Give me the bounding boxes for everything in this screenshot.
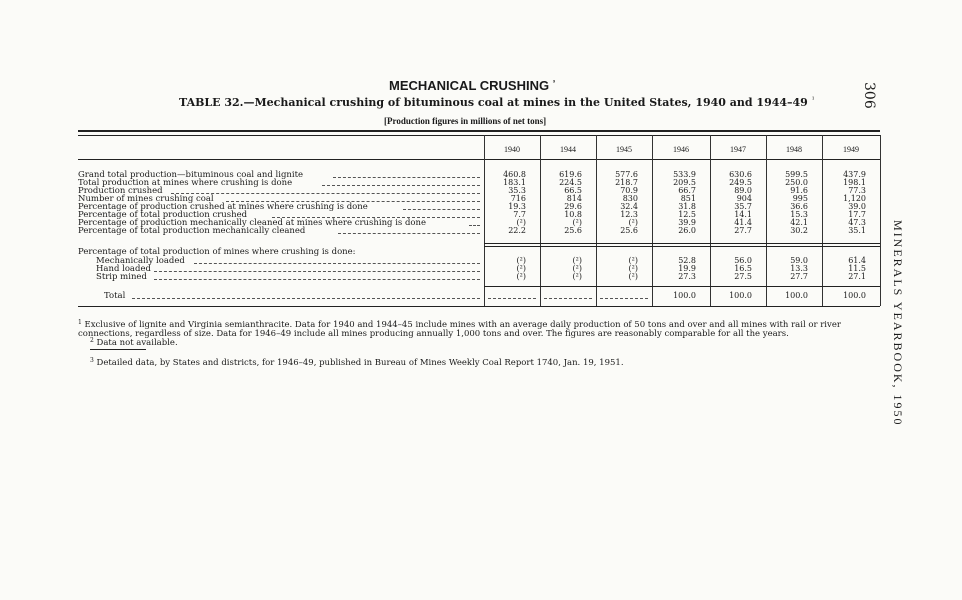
- table-cell: 89.0: [734, 186, 752, 195]
- table-cell: 56.0: [734, 256, 752, 265]
- column-header-1947: 1947: [730, 145, 746, 154]
- section-title: [389, 78, 555, 93]
- table-cell: 1,120: [843, 194, 866, 203]
- table-cell: 851: [680, 194, 696, 203]
- column-header-1949: 1949: [843, 145, 859, 154]
- table-cell: 599.5: [785, 170, 808, 179]
- table-cell: 7.7: [513, 210, 526, 219]
- table-cell: (²): [572, 264, 582, 273]
- table-cell: 29.6: [564, 202, 582, 211]
- table-cell: (²): [628, 272, 638, 281]
- footnote-3-text: Detailed data, by States and districts, for 1946–49, published in Bureau of Mines Weekly Coal Report 1740, Jan. 19, 1951.: [96, 358, 624, 368]
- column-header-1948: 1948: [786, 145, 802, 154]
- table-cell: 27.1: [848, 272, 866, 281]
- row-label: Number of mines crushing coal: [78, 194, 214, 204]
- table-cell: 19.3: [508, 202, 526, 211]
- table-cell: 27.7: [790, 272, 808, 281]
- leader-dots: [194, 263, 480, 264]
- table-cell: 35.1: [848, 226, 866, 235]
- footnote-3-mark: 3: [90, 357, 94, 364]
- table-cell: 77.3: [848, 186, 866, 195]
- table-cell: 70.9: [620, 186, 638, 195]
- empty-cell-dashes: [488, 298, 536, 299]
- footnote-1-mark: 1: [78, 319, 82, 326]
- column-header-1945: 1945: [616, 145, 632, 154]
- group-separator-rule: [484, 243, 880, 244]
- table-cell: 27.3: [678, 272, 696, 281]
- table-cell: 59.0: [790, 256, 808, 265]
- row-label: Grand total production—bituminous coal and lignite: [78, 170, 304, 180]
- table-cell: 209.5: [673, 178, 696, 187]
- table-cell: 904: [736, 194, 752, 203]
- table-cell: 13.3: [790, 264, 808, 273]
- row-label: Percentage of production crushed at mines where crushing is done: [78, 202, 368, 212]
- total-label: Total: [104, 291, 126, 301]
- table-cell: 100.0: [729, 291, 752, 300]
- table-cell: (²): [572, 272, 582, 281]
- table-cell: (²): [516, 264, 526, 273]
- table-title-text: TABLE 32.—Mechanical crushing of bituminous coal at mines in the United States, 1940 and 1944–49: [179, 96, 808, 109]
- leader-dots: [333, 177, 481, 178]
- table-cell: 25.6: [564, 226, 582, 235]
- table-cell: 250.0: [785, 178, 808, 187]
- leader-dots: [338, 233, 480, 234]
- table-cell: (²): [516, 218, 526, 227]
- table-cell: (²): [516, 256, 526, 265]
- table-cell: (²): [516, 272, 526, 281]
- table-cell: 30.2: [790, 226, 808, 235]
- page-number: 306: [861, 82, 877, 109]
- table-cell: 716: [510, 194, 526, 203]
- table-title: [179, 96, 815, 109]
- empty-cell-dashes: [544, 298, 592, 299]
- group-separator-rule-2: [484, 246, 880, 247]
- group-row-label: Mechanically loaded: [96, 256, 185, 266]
- table-cell: 47.3: [848, 218, 866, 227]
- footnote-3: [90, 356, 624, 368]
- table-cell: 27.5: [734, 272, 752, 281]
- row-label: Percentage of total production mechanically cleaned: [78, 226, 306, 236]
- table-cell: 66.5: [564, 186, 582, 195]
- footnote-2-text: Data not available.: [96, 338, 178, 348]
- table-cell: 437.9: [843, 170, 866, 179]
- table-cell: (²): [572, 256, 582, 265]
- running-head: MINERALS YEARBOOK, 1950: [891, 220, 905, 427]
- table-cell: 31.8: [678, 202, 696, 211]
- table-top-rule: [78, 130, 880, 132]
- table-cell: 995: [792, 194, 808, 203]
- table-cell: 36.6: [790, 202, 808, 211]
- table-cell: 61.4: [848, 256, 866, 265]
- table-cell: 183.1: [503, 178, 526, 187]
- table-cell: 814: [566, 194, 582, 203]
- group-heading: Percentage of total production of mines where crushing is done:: [78, 247, 356, 257]
- header-top-rule: [78, 135, 880, 136]
- table-cell: (²): [628, 256, 638, 265]
- footnote-1: [78, 318, 878, 339]
- leader-dots: [132, 298, 480, 299]
- table-cell: 12.5: [678, 210, 696, 219]
- header-bottom-rule: [78, 159, 880, 160]
- table-cell: 630.6: [729, 170, 752, 179]
- section-title-text: MECHANICAL CRUSHING: [389, 78, 550, 93]
- column-header-1944: 1944: [560, 145, 576, 154]
- empty-cell-dashes: [600, 298, 648, 299]
- column-header-1940: 1940: [504, 145, 520, 154]
- footnote-1-text: Exclusive of lignite and Virginia semianthracite. Data for 1940 and 1944–45 include mines with an average daily production of 50 tons and over and all mines with rail or river connections, regardless of size. Data for 1946–49 include all mines producing annually 1,000 tons and over. The figures are reasonably comparable for all the years.: [78, 320, 841, 339]
- group-row-label: Hand loaded: [96, 264, 151, 274]
- table-cell: (²): [628, 264, 638, 273]
- leader-dots: [154, 271, 480, 272]
- table-cell: 26.0: [678, 226, 696, 235]
- leader-dots: [171, 193, 480, 194]
- leader-dots: [469, 225, 480, 226]
- leader-dots: [403, 209, 480, 210]
- leader-dots: [154, 279, 480, 280]
- table-cell: 35.7: [734, 202, 752, 211]
- table-cell: 19.9: [678, 264, 696, 273]
- table-cell: 577.6: [615, 170, 638, 179]
- row-label: Percentage of total production crushed: [78, 210, 248, 220]
- footnote-divider: [90, 349, 146, 350]
- table-cell: 218.7: [615, 178, 638, 187]
- row-label: Total production at mines where crushing is done: [78, 178, 293, 188]
- table-subtitle: [Production figures in millions of net tons]: [384, 116, 547, 126]
- table-cell: 35.3: [508, 186, 526, 195]
- row-label: Production crushed: [78, 186, 163, 196]
- table-cell: 91.6: [790, 186, 808, 195]
- table-cell: (²): [572, 218, 582, 227]
- column-header-1946: 1946: [673, 145, 689, 154]
- table-cell: 32.4: [620, 202, 638, 211]
- table-cell: 11.5: [848, 264, 866, 273]
- table-cell: 52.8: [678, 256, 696, 265]
- table-cell: 17.7: [848, 210, 866, 219]
- table-cell: 100.0: [673, 291, 696, 300]
- leader-dots: [322, 185, 480, 186]
- table-cell: 249.5: [729, 178, 752, 187]
- table-cell: 25.6: [620, 226, 638, 235]
- table-cell: 460.8: [503, 170, 526, 179]
- total-top-rule: [484, 286, 880, 287]
- footnote-2: [90, 336, 178, 348]
- table-cell: 12.3: [620, 210, 638, 219]
- table-cell: 27.7: [734, 226, 752, 235]
- table-cell: 830: [622, 194, 638, 203]
- table-cell: 15.3: [790, 210, 808, 219]
- table-cell: 533.9: [673, 170, 696, 179]
- section-title-note: ³: [552, 80, 556, 87]
- table-cell: 100.0: [785, 291, 808, 300]
- table-cell: 14.1: [734, 210, 752, 219]
- table-cell: 39.0: [848, 202, 866, 211]
- footnote-2-mark: 2: [90, 337, 94, 344]
- table-cell: (²): [628, 218, 638, 227]
- table-cell: 39.9: [678, 218, 696, 227]
- table-cell: 10.8: [564, 210, 582, 219]
- row-label: Percentage of production mechanically cleaned at mines where crushing is done: [78, 218, 427, 228]
- table-cell: 100.0: [843, 291, 866, 300]
- table-cell: 224.5: [559, 178, 582, 187]
- table-cell: 22.2: [508, 226, 526, 235]
- group-row-label: Strip mined: [96, 272, 147, 282]
- table-bottom-rule: [78, 306, 880, 307]
- table-cell: 198.1: [843, 178, 866, 187]
- table-cell: 619.6: [559, 170, 582, 179]
- table-cell: 42.1: [790, 218, 808, 227]
- column-divider: [880, 135, 881, 306]
- table-cell: 41.4: [734, 218, 752, 227]
- table-cell: 16.5: [734, 264, 752, 273]
- table-cell: 66.7: [678, 186, 696, 195]
- table-title-note: ¹: [811, 96, 815, 104]
